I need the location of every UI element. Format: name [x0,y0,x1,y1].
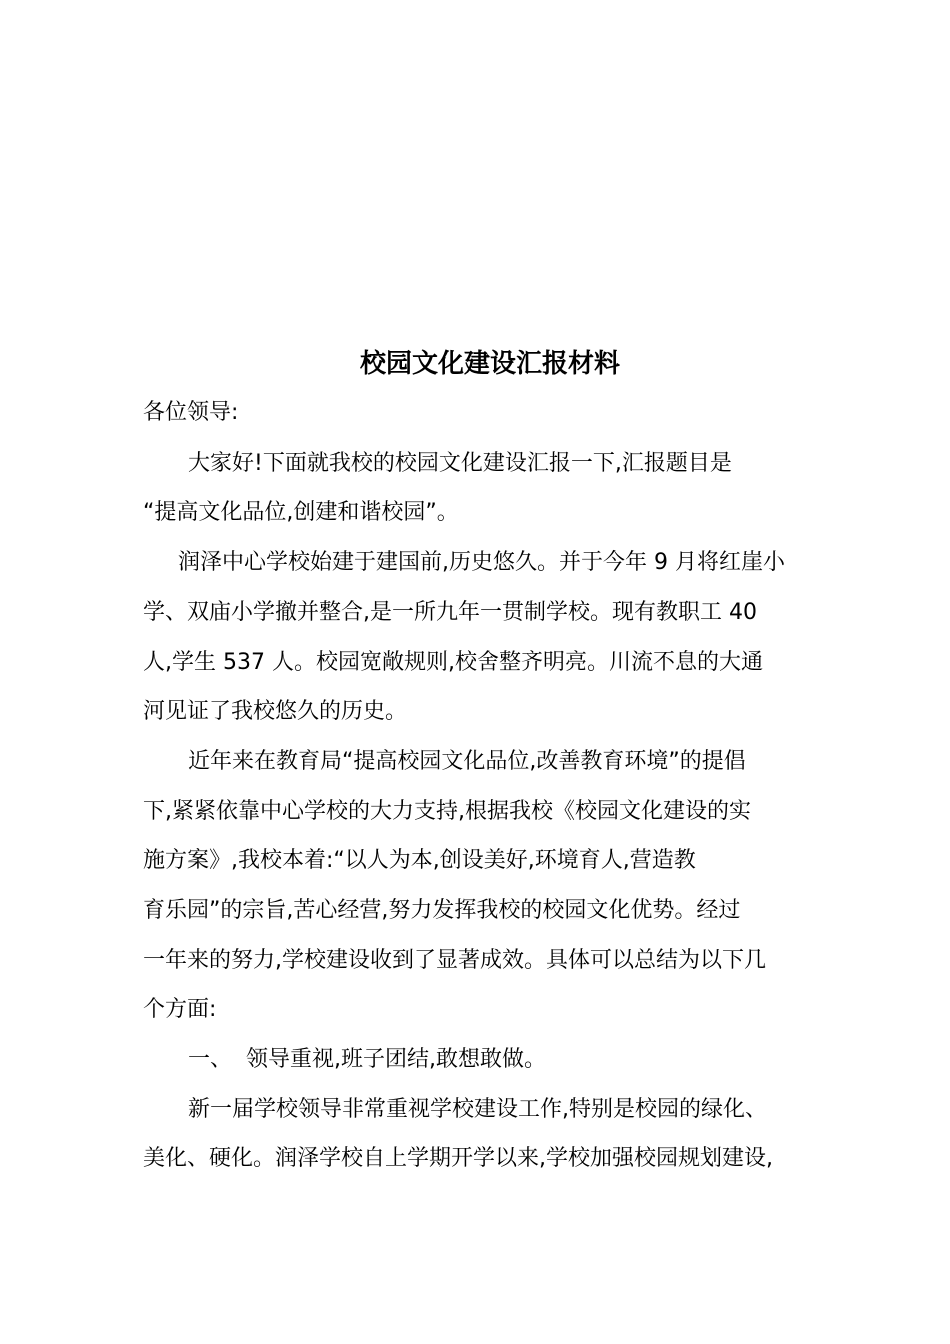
document-title: 校园文化建设汇报材料 [359,349,620,379]
paragraph-line: 新一届学校领导非常重视学校建设工作,特别是校园的绿化、 [188,1097,767,1122]
paragraph-line: 学、双庙小学撤并整合,是一所九年一贯制学校。现有教职工 40 [143,600,757,625]
paragraph-line: 润泽中心学校始建于建国前,历史悠久。并于今年 9 月将红崖小 [178,550,785,575]
paragraph-line: 一年来的努力,学校建设收到了显著成效。具体可以总结为以下几 [143,948,766,973]
paragraph-line: 下,紧紧依靠中心学校的大力支持,根据我校《校园文化建设的实 [143,799,751,824]
section-heading-text: 领导重视,班子团结,敢想敢做。 [246,1047,546,1072]
paragraph-line: 近年来在教育局“提高校园文化品位,改善教育环境”的提倡 [188,749,746,774]
paragraph-line: 育乐园”的宗旨,苦心经营,努力发挥我校的校园文化优势。经过 [143,898,741,923]
salutation: 各位领导: [143,400,239,425]
paragraph-line: 施方案》,我校本着:“以人为本,创设美好,环境育人,营造教 [143,848,696,873]
paragraph-line: 个方面: [143,997,217,1022]
section-heading-number: 一、 [188,1047,233,1072]
paragraph-line: 人,学生 537 人。校园宽敞规则,校舍整齐明亮。川流不息的大通 [143,650,763,675]
paragraph-line: “提高文化品位,创建和谐校园”。 [143,500,459,525]
paragraph-line: 大家好!下面就我校的校园文化建设汇报一下,汇报题目是 [188,451,732,476]
paragraph-line: 河见证了我校悠久的历史。 [143,699,408,724]
paragraph-line: 美化、硬化。润泽学校自上学期开学以来,学校加强校园规划建设, [143,1146,773,1171]
